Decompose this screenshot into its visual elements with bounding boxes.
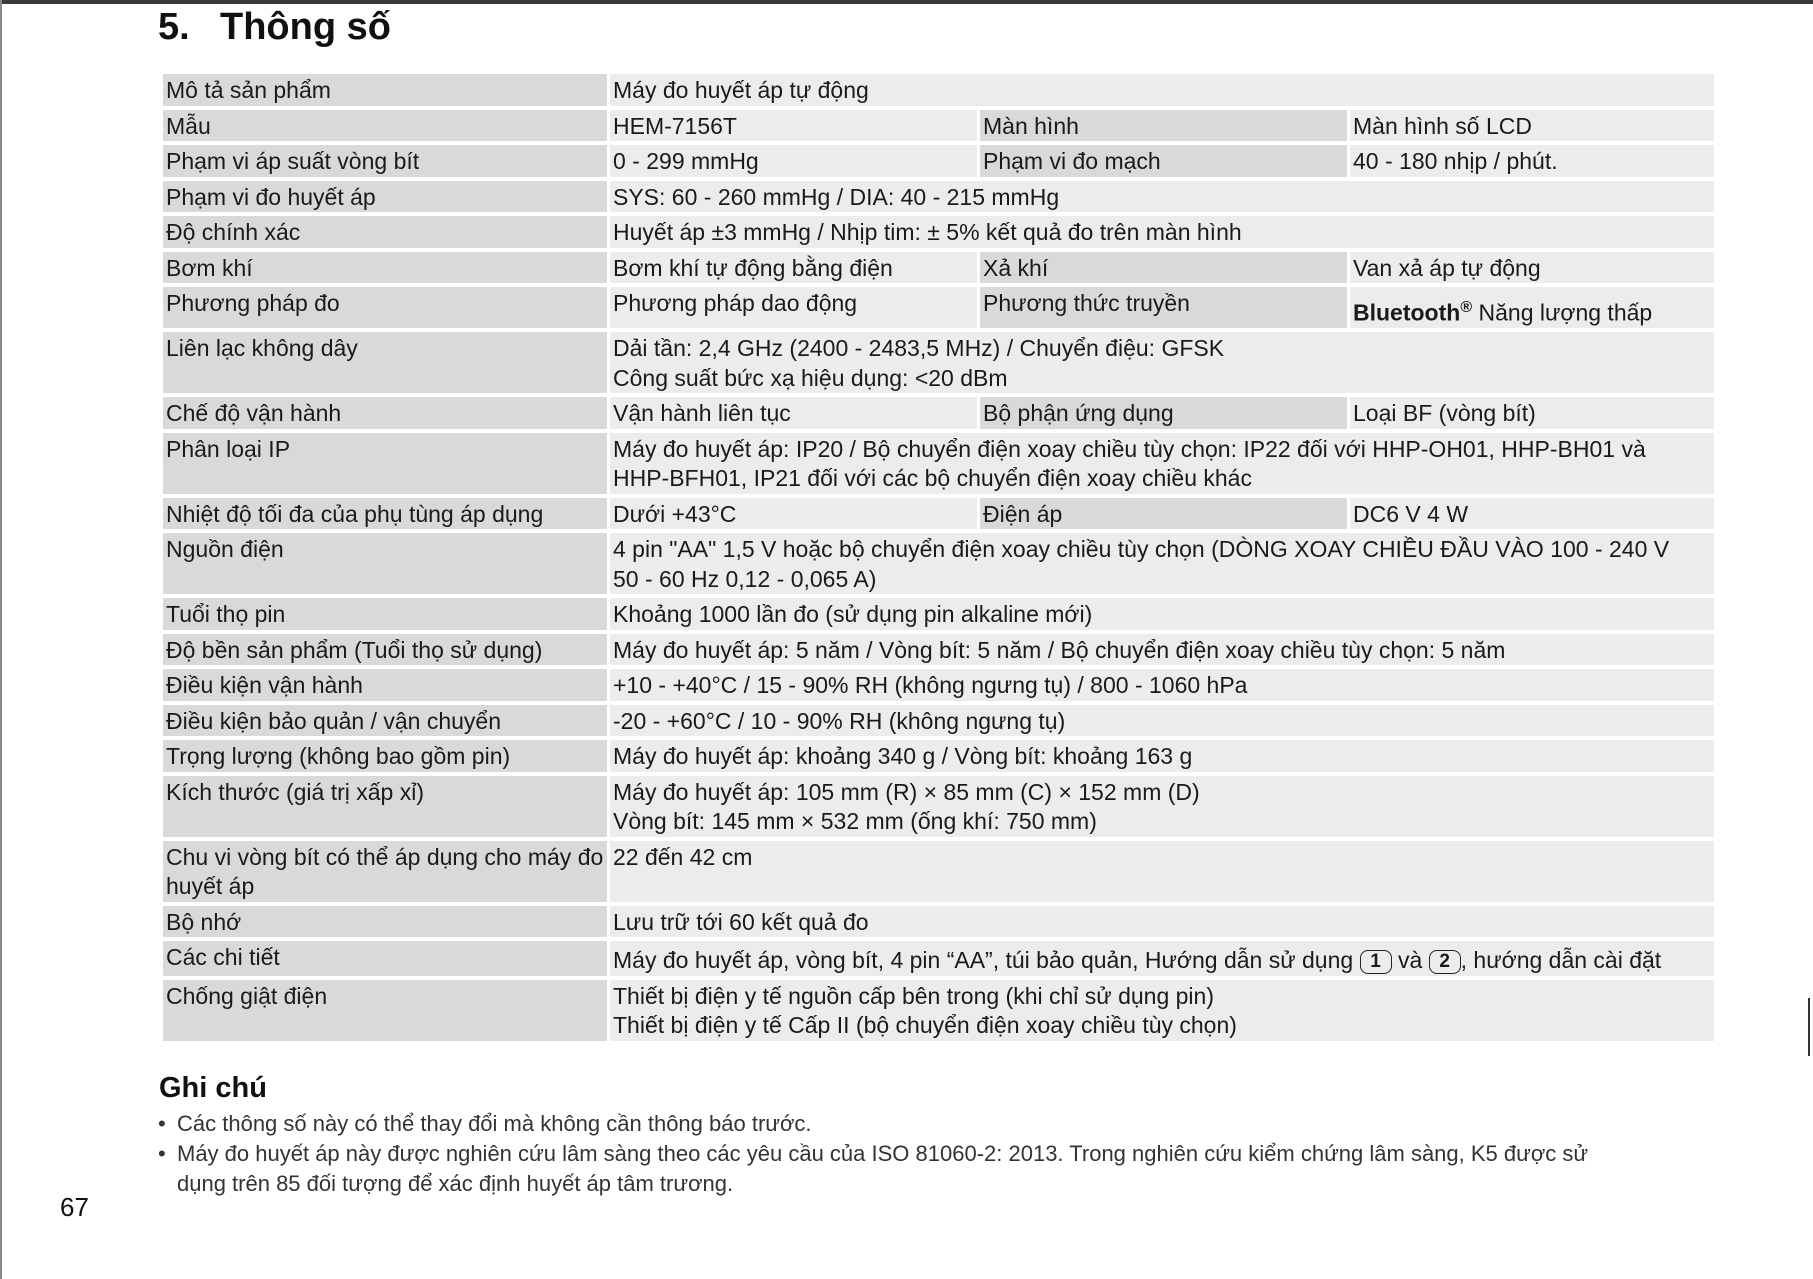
table-row: [163, 252, 1714, 284]
transmission-type: Năng lượng thấp: [1472, 299, 1653, 326]
table-row: [163, 332, 1714, 393]
value-line: Máy đo huyết áp: IP20 / Bộ chuyển điện xoay chiều tùy chọn: IP22 đối với HHP-OH01, HHP-BH01 và: [613, 435, 1646, 462]
row-label: Tuổi thọ pin: [163, 598, 607, 630]
list-item: [158, 1139, 1698, 1199]
value-line: Công suất bức xạ hiệu dụng: <20 dBm: [613, 364, 1008, 391]
notes-list: [158, 1109, 1698, 1199]
bullet-icon: •: [158, 1111, 166, 1136]
row-label: [163, 841, 607, 902]
top-border: [0, 0, 1813, 4]
manual-number-badge: 2: [1429, 950, 1461, 974]
row-value: [610, 941, 1714, 976]
table-row: [163, 598, 1714, 630]
row-label: Chế độ vận hành: [163, 397, 607, 429]
row-value: [610, 776, 1714, 837]
row-label: Độ chính xác: [163, 216, 607, 248]
table-row: [163, 397, 1714, 429]
row-label-secondary: Phương thức truyền: [980, 287, 1347, 328]
registered-mark: ®: [1460, 299, 1473, 316]
row-value: Máy đo huyết áp: 5 năm / Vòng bít: 5 năm / Bộ chuyển điện xoay chiều tùy chọn: 5 năm: [610, 634, 1714, 666]
manual-number-badge: 1: [1360, 950, 1392, 974]
table-row: [163, 533, 1714, 594]
row-label: Các chi tiết: [163, 941, 607, 976]
section-heading: [158, 6, 391, 49]
table-row: [163, 216, 1714, 248]
label-line: Chu vi vòng bít có thể áp dụng cho máy đo: [166, 843, 604, 870]
row-label: Điều kiện bảo quản / vận chuyển: [163, 705, 607, 737]
row-label: Kích thước (giá trị xấp xỉ): [163, 776, 607, 837]
table-row: [163, 498, 1714, 530]
row-value: +10 - +40°C / 15 - 90% RH (không ngưng tụ) / 800 - 1060 hPa: [610, 669, 1714, 701]
table-row: [163, 433, 1714, 494]
list-item: [158, 1109, 1698, 1139]
row-label: Độ bền sản phẩm (Tuổi thọ sử dụng): [163, 634, 607, 666]
row-value: [610, 533, 1714, 594]
row-label-secondary: Màn hình: [980, 110, 1347, 142]
row-label: Phạm vi đo huyết áp: [163, 181, 607, 213]
value-line: 4 pin "AA" 1,5 V hoặc bộ chuyển điện xoay chiều tùy chọn (DÒNG XOAY CHIỀU ĐẦU VÀO 100 - 240 V: [613, 536, 1670, 563]
table-row: [163, 287, 1714, 328]
row-value: [610, 332, 1714, 393]
row-value: Lưu trữ tới 60 kết quả đo: [610, 906, 1714, 938]
row-label: Phân loại IP: [163, 433, 607, 494]
label-line: huyết áp: [166, 873, 255, 900]
table-row: [163, 181, 1714, 213]
row-value: Dưới +43°C: [610, 498, 977, 530]
notes-title: Ghi chú: [159, 1072, 267, 1104]
table-row: [163, 74, 1714, 106]
row-value-secondary: Loại BF (vòng bít): [1350, 397, 1714, 429]
row-label: Phương pháp đo: [163, 287, 607, 328]
row-label-secondary: Xả khí: [980, 252, 1347, 284]
note-text: dụng trên 85 đối tượng để xác định huyết áp tâm trương.: [177, 1171, 734, 1196]
table-row: [163, 705, 1714, 737]
value-line: 50 - 60 Hz 0,12 - 0,065 A): [613, 565, 877, 592]
bluetooth-brand: Bluetooth: [1353, 299, 1461, 326]
row-label: Bộ nhớ: [163, 906, 607, 938]
value-line: Thiết bị điện y tế Cấp II (bộ chuyển điện xoay chiều tùy chọn): [613, 1012, 1237, 1039]
row-label-secondary: Bộ phận ứng dụng: [980, 397, 1347, 429]
value-line: Vòng bít: 145 mm × 532 mm (ống khí: 750 mm): [613, 808, 1097, 835]
row-label-secondary: Điện áp: [980, 498, 1347, 530]
table-row: [163, 841, 1714, 902]
table-row: [163, 110, 1714, 142]
scroll-marker: [1808, 998, 1810, 1056]
row-label: Bơm khí: [163, 252, 607, 284]
row-value-secondary: 40 - 180 nhịp / phút.: [1350, 145, 1714, 177]
row-label-secondary: Phạm vi đo mạch: [980, 145, 1347, 177]
value-line: Dải tần: 2,4 GHz (2400 - 2483,5 MHz) / Chuyển điệu: GFSK: [613, 335, 1225, 362]
left-border: [0, 0, 2, 1279]
table-row: [163, 145, 1714, 177]
row-value: [610, 980, 1714, 1041]
bullet-icon: •: [158, 1141, 166, 1166]
section-title: Thông số: [220, 6, 391, 48]
row-value: -20 - +60°C / 10 - 90% RH (không ngưng tụ): [610, 705, 1714, 737]
row-label: Phạm vi áp suất vòng bít: [163, 145, 607, 177]
row-label: Điều kiện vận hành: [163, 669, 607, 701]
row-value: Bơm khí tự động bằng điện: [610, 252, 977, 284]
row-label: Liên lạc không dây: [163, 332, 607, 393]
row-value-secondary: [1350, 287, 1714, 328]
row-value: 0 - 299 mmHg: [610, 145, 977, 177]
row-value: Máy đo huyết áp tự động: [610, 74, 1714, 106]
row-value: [610, 433, 1714, 494]
page-number: 67: [60, 1192, 89, 1222]
note-text: Máy đo huyết áp này được nghiên cứu lâm sàng theo các yêu cầu của ISO 81060-2: 2013. Trong nghiên cứu kiểm chứng lâm sàng, K5 được sử: [177, 1141, 1589, 1166]
row-value: Vận hành liên tục: [610, 397, 977, 429]
row-value: Huyết áp ±3 mmHg / Nhịp tim: ± 5% kết quả đo trên màn hình: [610, 216, 1714, 248]
section-number: 5.: [158, 6, 190, 48]
row-label: Mô tả sản phẩm: [163, 74, 607, 106]
row-label: Nhiệt độ tối đa của phụ tùng áp dụng: [163, 498, 607, 530]
row-value: Khoảng 1000 lần đo (sử dụng pin alkaline mới): [610, 598, 1714, 630]
row-label: Trọng lượng (không bao gồm pin): [163, 740, 607, 772]
table-row: [163, 740, 1714, 772]
row-value-secondary: Van xả áp tự động: [1350, 252, 1714, 284]
table-row: [163, 776, 1714, 837]
table-row: [163, 980, 1714, 1041]
value-line: Máy đo huyết áp: 105 mm (R) × 85 mm (C) × 152 mm (D): [613, 778, 1200, 805]
contents-text: Máy đo huyết áp, vòng bít, 4 pin “AA”, túi bảo quản, Hướng dẫn sử dụng: [613, 947, 1360, 974]
contents-text: và: [1391, 947, 1429, 974]
row-value: Máy đo huyết áp: khoảng 340 g / Vòng bít: khoảng 163 g: [610, 740, 1714, 772]
value-line: HHP-BFH01, IP21 đối với các bộ chuyển điện xoay chiều khác: [613, 465, 1252, 492]
row-label: Nguồn điện: [163, 533, 607, 594]
row-value: 22 đến 42 cm: [610, 841, 1714, 902]
spec-table: [160, 70, 1717, 1045]
row-value: HEM-7156T: [610, 110, 977, 142]
table-row: [163, 906, 1714, 938]
note-text: Các thông số này có thể thay đổi mà không cần thông báo trước.: [177, 1111, 812, 1136]
table-row: [163, 669, 1714, 701]
row-value-secondary: DC6 V 4 W: [1350, 498, 1714, 530]
value-line: Thiết bị điện y tế nguồn cấp bên trong (khi chỉ sử dụng pin): [613, 982, 1214, 1009]
row-value: SYS: 60 - 260 mmHg / DIA: 40 - 215 mmHg: [610, 181, 1714, 213]
table-row: [163, 634, 1714, 666]
table-row: [163, 941, 1714, 976]
row-value-secondary: Màn hình số LCD: [1350, 110, 1714, 142]
contents-text: , hướng dẫn cài đặt: [1460, 947, 1662, 974]
row-label: Mẫu: [163, 110, 607, 142]
row-label: Chống giật điện: [163, 980, 607, 1041]
row-value: Phương pháp dao động: [610, 287, 977, 328]
